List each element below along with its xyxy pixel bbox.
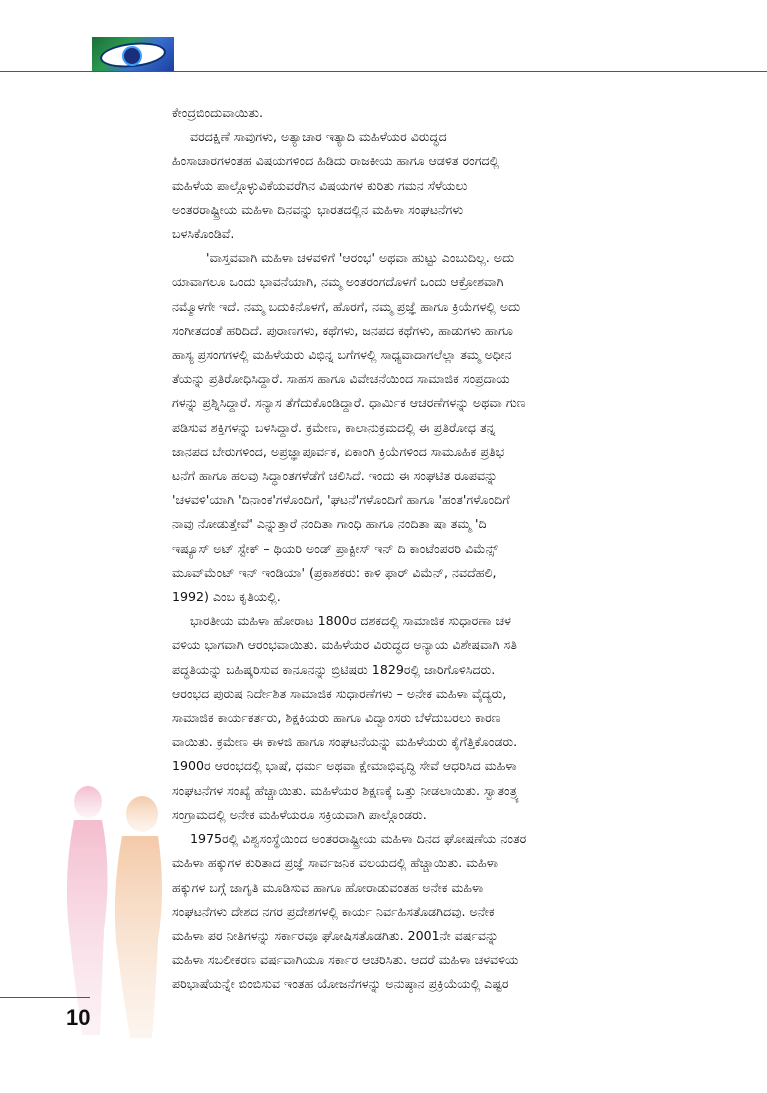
- header-eye-logo: [92, 37, 174, 71]
- right-figure: [115, 796, 162, 1038]
- women-figures-illustration: [56, 780, 186, 1040]
- paragraph: 1975ರಲ್ಲಿ ವಿಶ್ವಸಂಸ್ಥೆಯಿಂದ ಅಂತರರಾಷ್ಟ್ರೀಯ ಮಹಿಳಾ ದಿನದ ಘೋಷಣೆಯ ನಂತರ ಮಹಿಳಾ ಹಕ್ಕುಗಳ ಕುರಿತಾದ ಪ್ರಜ್ಞೆ ಸಾರ್ವಜನಿಕ ವಲಯದಲ್ಲಿ ಹೆಚ್ಚಾಯಿತು. ಮಹಿಳಾ ಹಕ್ಕುಗಳ ಬಗ್ಗೆ ಜಾಗೃತಿ ಮೂಡಿಸುವ ಹಾಗೂ ಹೋರಾಡುವಂತಹ ಅನೇಕ ಮಹಿಳಾ ಸಂಘಟನೆಗಳು ದೇಶದ ನಗರ ಪ್ರದೇಶಗಳಲ್ಲಿ ಕಾರ್ಯ ನಿರ್ವಹಿಸತೊಡಗಿದವು. ಅನೇಕ ಮಹಿಳಾ ಪರ ನೀತಿಗಳನ್ನು ಸರ್ಕಾರವೂ ಘೋಷಿಸತೊಡಗಿತು. 2001ನೇ ವರ್ಷವನ್ನು ಮಹಿಳಾ ಸಬಲೀಕರಣ ವರ್ಷವಾಗಿಯೂ ಸರ್ಕಾರ ಆಚರಿಸಿತು. ಆದರೆ ಮಹಿಳಾ ಚಳವಳಿಯ ಪರಿಭಾಷೆಯನ್ನೇ ಬಿಂಬಿಸುವ ಇಂತಹ ಯೋಜನೆಗಳನ್ನು ಅನುಷ್ಠಾನ ಪ್ರಕ್ರಿಯೆಯಲ್ಲಿ ಎಷ್ಟರ: [172, 831, 527, 992]
- quote-paragraph: 'ವಾಸ್ತವವಾಗಿ ಮಹಿಳಾ ಚಳವಳಿಗೆ 'ಆರಂಭ' ಅಥವಾ ಹುಟ್ಟು ಎಂಬುದಿಲ್ಲ. ಅದು ಯಾವಾಗಲೂ ಒಂದು ಭಾವನೆಯಾಗಿ, ನಮ್ಮ ಅಂತರಂಗದೊಳಗೆ ಒಂದು ಆಕ್ರೋಶವಾಗಿ ನಮ್ಮೊಳಗೇ ಇದೆ. ನಮ್ಮ ಬದುಕಿನೊಳಗೆ, ಹೊರಗೆ, ನಮ್ಮ ಪ್ರಜ್ಞೆ ಹಾಗೂ ಕ್ರಿಯೆಗಳಲ್ಲಿ ಅದು ಸಂಗೀತದಂತೆ ಹರಿದಿದೆ. ಪುರಾಣಗಳು, ಕಥೆಗಳು, ಜನಪದ ಕಥೆಗಳು, ಹಾಡುಗಳು ಹಾಗೂ ಹಾಸ್ಯ ಪ್ರಸಂಗಗಳಲ್ಲಿ ಮಹಿಳೆಯರು ವಿಭಿನ್ನ ಬಗೆಗಳಲ್ಲಿ ಸಾಧ್ಯವಾದಾಗಲೆಲ್ಲಾ ತಮ್ಮ ಅಧೀನ ತೆಯನ್ನು ಪ್ರತಿರೋಧಿಸಿದ್ದಾರೆ. ಸಾಹಸ ಹಾಗೂ ವಿವೇಚನೆಯಿಂದ ಸಾಮಾಜಿಕ ಸಂಪ್ರದಾಯ ಗಳನ್ನು ಪ್ರಶ್ನಿಸಿದ್ದಾರೆ. ಸನ್ಯಾಸ ತೆಗೆದುಕೊಂಡಿದ್ದಾರೆ. ಧಾರ್ಮಿಕ ಆಚರಣೆಗಳನ್ನು ಅಥವಾ ಗುಣ ಪಡಿಸುವ ಶಕ್ತಿಗಳನ್ನು ಬಳಸಿದ್ದಾರೆ. ಕ್ರಮೇಣ, ಕಾಲಾನುಕ್ರಮದಲ್ಲಿ ಈ ಪ್ರತಿರೋಧ ತನ್ನ ಜಾನಪದ ಬೇರುಗಳಿಂದ, ಅಪ್ರಜ್ಞಾಪೂರ್ವಕ, ಏಕಾಂಗಿ ಕ್ರಿಯೆಗಳಿಂದ ಸಾಮೂಹಿಕ ಪ್ರತಿಭ ಟನೆಗೆ ಹಾಗೂ ಹಲವು ಸಿದ್ಧಾಂತಗಳೆಡೆಗೆ ಚಲಿಸಿದೆ. ಇಂದು ಈ ಸಂಘಟಿತ ರೂಪವನ್ನು 'ಚಳವಳಿ'ಯಾಗಿ 'ದಿನಾಂಕ'ಗಳೊಂದಿಗೆ, 'ಘಟನೆ'ಗಳೊಂದಿಗೆ ಹಾಗೂ 'ಹಂತ'ಗಳೊಂದಿಗೆ ನಾವು ನೋಡುತ್ತೇವೆ' ಎನ್ನುತ್ತಾರೆ ನಂದಿತಾ ಗಾಂಧಿ ಹಾಗೂ ನಂದಿತಾ ಷಾ ತಮ್ಮ 'ದಿ ಇಷ್ಯೂಸ್ ಅಟ್ ಸ್ಟೇಕ್ – ಥಿಯರಿ ಅಂಡ್ ಪ್ರಾಕ್ಟೀಸ್ ಇನ್ ದಿ ಕಾಂಟೆಂಪರರಿ ವಿಮೆನ್ಸ್ ಮೂವ್‌ಮೆಂಟ್ ಇನ್ ಇಂಡಿಯಾ' (ಪ್ರಕಾಶಕರು: ಕಾಳಿ ಫಾರ್ ವಿಮೆನ್, ನವದೆಹಲಿ, 1992) ಎಂಬ ಕೃತಿಯಲ್ಲಿ.: [172, 250, 526, 605]
- page-number: 10: [66, 1005, 91, 1030]
- header-rule: [0, 71, 767, 72]
- paragraph: ವರದಕ್ಷಿಣೆ ಸಾವುಗಳು, ಅತ್ಯಾಚಾರ ಇತ್ಯಾದಿ ಮಹಿಳೆಯರ ವಿರುದ್ಧದ ಹಿಂಸಾಚಾರಗಳಂತಹ ವಿಷಯಗಳಿಂದ ಹಿಡಿದು ರಾಜಕೀಯ ಹಾಗೂ ಆಡಳಿತ ರಂಗದಲ್ಲಿ ಮಹಿಳೆಯ ಪಾಲ್ಗೊಳ್ಳುವಿಕೆಯವರೆಗಿನ ವಿಷಯಗಳ ಕುರಿತು ಗಮನ ಸೆಳೆಯಲು ಅಂತರರಾಷ್ಟ್ರೀಯ ಮಹಿಳಾ ದಿನವನ್ನು ಭಾರತದಲ್ಲಿನ ಮಹಿಳಾ ಸಂಘಟನೆಗಳು ಬಳಸಿಕೊಂಡಿವೆ.: [172, 129, 500, 242]
- article-body: [172, 101, 686, 997]
- footer-rule: [0, 997, 90, 998]
- paragraph: ಕೇಂದ್ರಬಿಂದುವಾಯಿತು.: [172, 105, 263, 120]
- paragraph: ಭಾರತೀಯ ಮಹಿಳಾ ಹೋರಾಟ 1800ರ ದಶಕದಲ್ಲಿ ಸಾಮಾಜಿಕ ಸುಧಾರಣಾ ಚಳ ವಳಿಯ ಭಾಗವಾಗಿ ಆರಂಭವಾಯಿತು. ಮಹಿಳೆಯರ ವಿರುದ್ಧದ ಅನ್ಯಾಯ ವಿಶೇಷವಾಗಿ ಸತಿ ಪದ್ಧತಿಯನ್ನು ಬಹಿಷ್ಕರಿಸುವ ಕಾನೂನನ್ನು ಬ್ರಿಟಿಷರು 1829ರಲ್ಲಿ ಜಾರಿಗೊಳಿಸಿದರು. ಆರಂಭದ ಪುರುಷ ನಿರ್ದೇಶಿತ ಸಾಮಾಜಿಕ ಸುಧಾರಣೆಗಳು – ಅನೇಕ ಮಹಿಳಾ ವೈದ್ಯರು, ಸಾಮಾಜಿಕ ಕಾರ್ಯಕರ್ತರು, ಶಿಕ್ಷಕಿಯರು ಹಾಗೂ ವಿದ್ವಾಂಸರು ಬೆಳೆದುಬರಲು ಕಾರಣ ವಾಯಿತು. ಕ್ರಮೇಣ ಈ ಕಾಳಜಿ ಹಾಗೂ ಸಂಘಟನೆಯನ್ನು ಮಹಿಳೆಯರು ಕೈಗೆತ್ತಿಕೊಂಡರು. 1900ರ ಆರಂಭದಲ್ಲಿ ಭಾಷೆ, ಧರ್ಮ ಅಥವಾ ಕ್ಷೇಮಾಭಿವೃದ್ಧಿ ಸೇವೆ ಆಧರಿಸಿದ ಮಹಿಳಾ ಸಂಘಟನೆಗಳ ಸಂಖ್ಯೆ ಹೆಚ್ಚಾಯಿತು. ಮಹಿಳೆಯರ ಶಿಕ್ಷಣಕ್ಕೆ ಒತ್ತು ನೀಡಲಾಯಿತು. ಸ್ವಾತಂತ್ರ್ಯ ಸಂಗ್ರಾಮದಲ್ಲಿ ಅನೇಕ ಮಹಿಳೆಯರೂ ಸಕ್ರಿಯವಾಗಿ ಪಾಲ್ಗೊಂಡರು.: [172, 613, 520, 822]
- iris-icon: [122, 46, 142, 66]
